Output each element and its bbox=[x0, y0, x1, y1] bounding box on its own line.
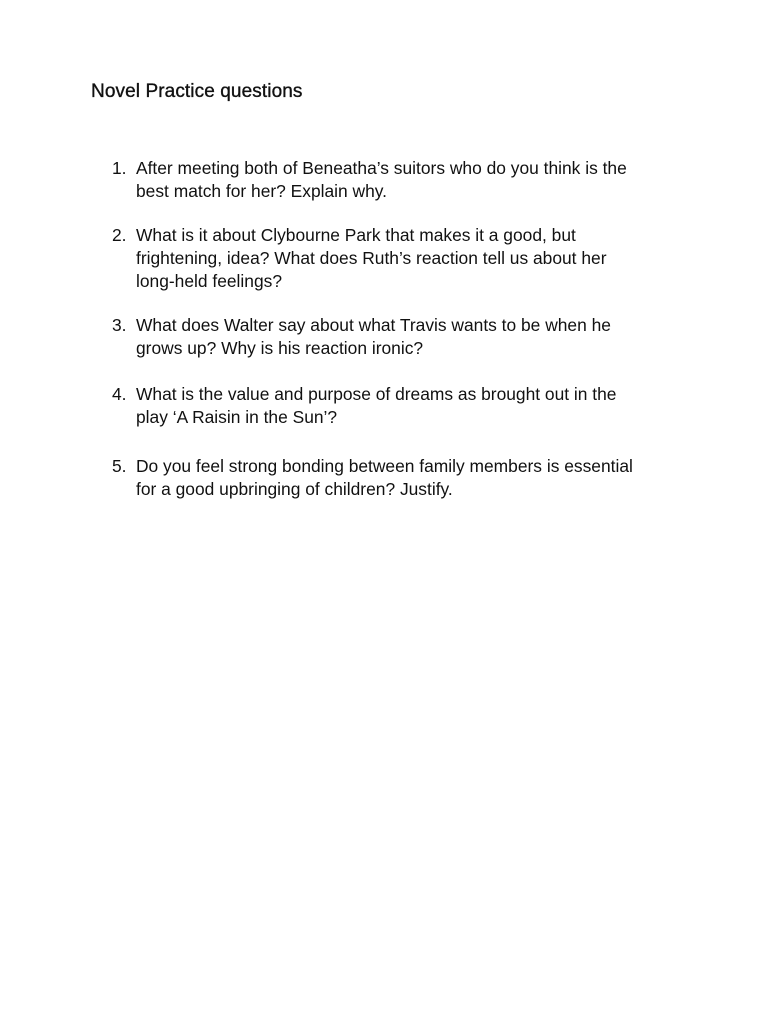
question-text-line: for a good upbringing of children? Justify. bbox=[136, 479, 453, 499]
question-number: 5. bbox=[112, 456, 127, 476]
question-4 bbox=[112, 383, 712, 429]
question-text-line: After meeting both of Beneatha’s suitors who do you think is the bbox=[136, 158, 627, 178]
question-number: 4. bbox=[112, 384, 127, 404]
question-text-line: What is it about Clybourne Park that makes it a good, but bbox=[136, 225, 576, 245]
question-5 bbox=[112, 455, 712, 501]
question-text-line: What is the value and purpose of dreams as brought out in the bbox=[136, 384, 617, 404]
question-text-line: grows up? Why is his reaction ironic? bbox=[136, 338, 424, 358]
question-number: 1. bbox=[112, 158, 127, 178]
question-text-line: long-held feelings? bbox=[136, 271, 282, 291]
page-title: Novel Practice questions bbox=[91, 81, 303, 102]
question-number: 2. bbox=[112, 225, 127, 245]
question-1 bbox=[112, 157, 712, 203]
question-text-line: What does Walter say about what Travis wants to be when he bbox=[136, 315, 611, 335]
question-text-line: Do you feel strong bonding between family members is essential bbox=[136, 456, 633, 476]
question-text-line: frightening, idea? What does Ruth’s reaction tell us about her bbox=[136, 248, 607, 268]
question-number: 3. bbox=[112, 315, 127, 335]
question-2 bbox=[112, 224, 712, 293]
question-text-line: best match for her? Explain why. bbox=[136, 181, 387, 201]
question-3 bbox=[112, 314, 712, 360]
question-text-line: play ‘A Raisin in the Sun’? bbox=[136, 407, 338, 427]
